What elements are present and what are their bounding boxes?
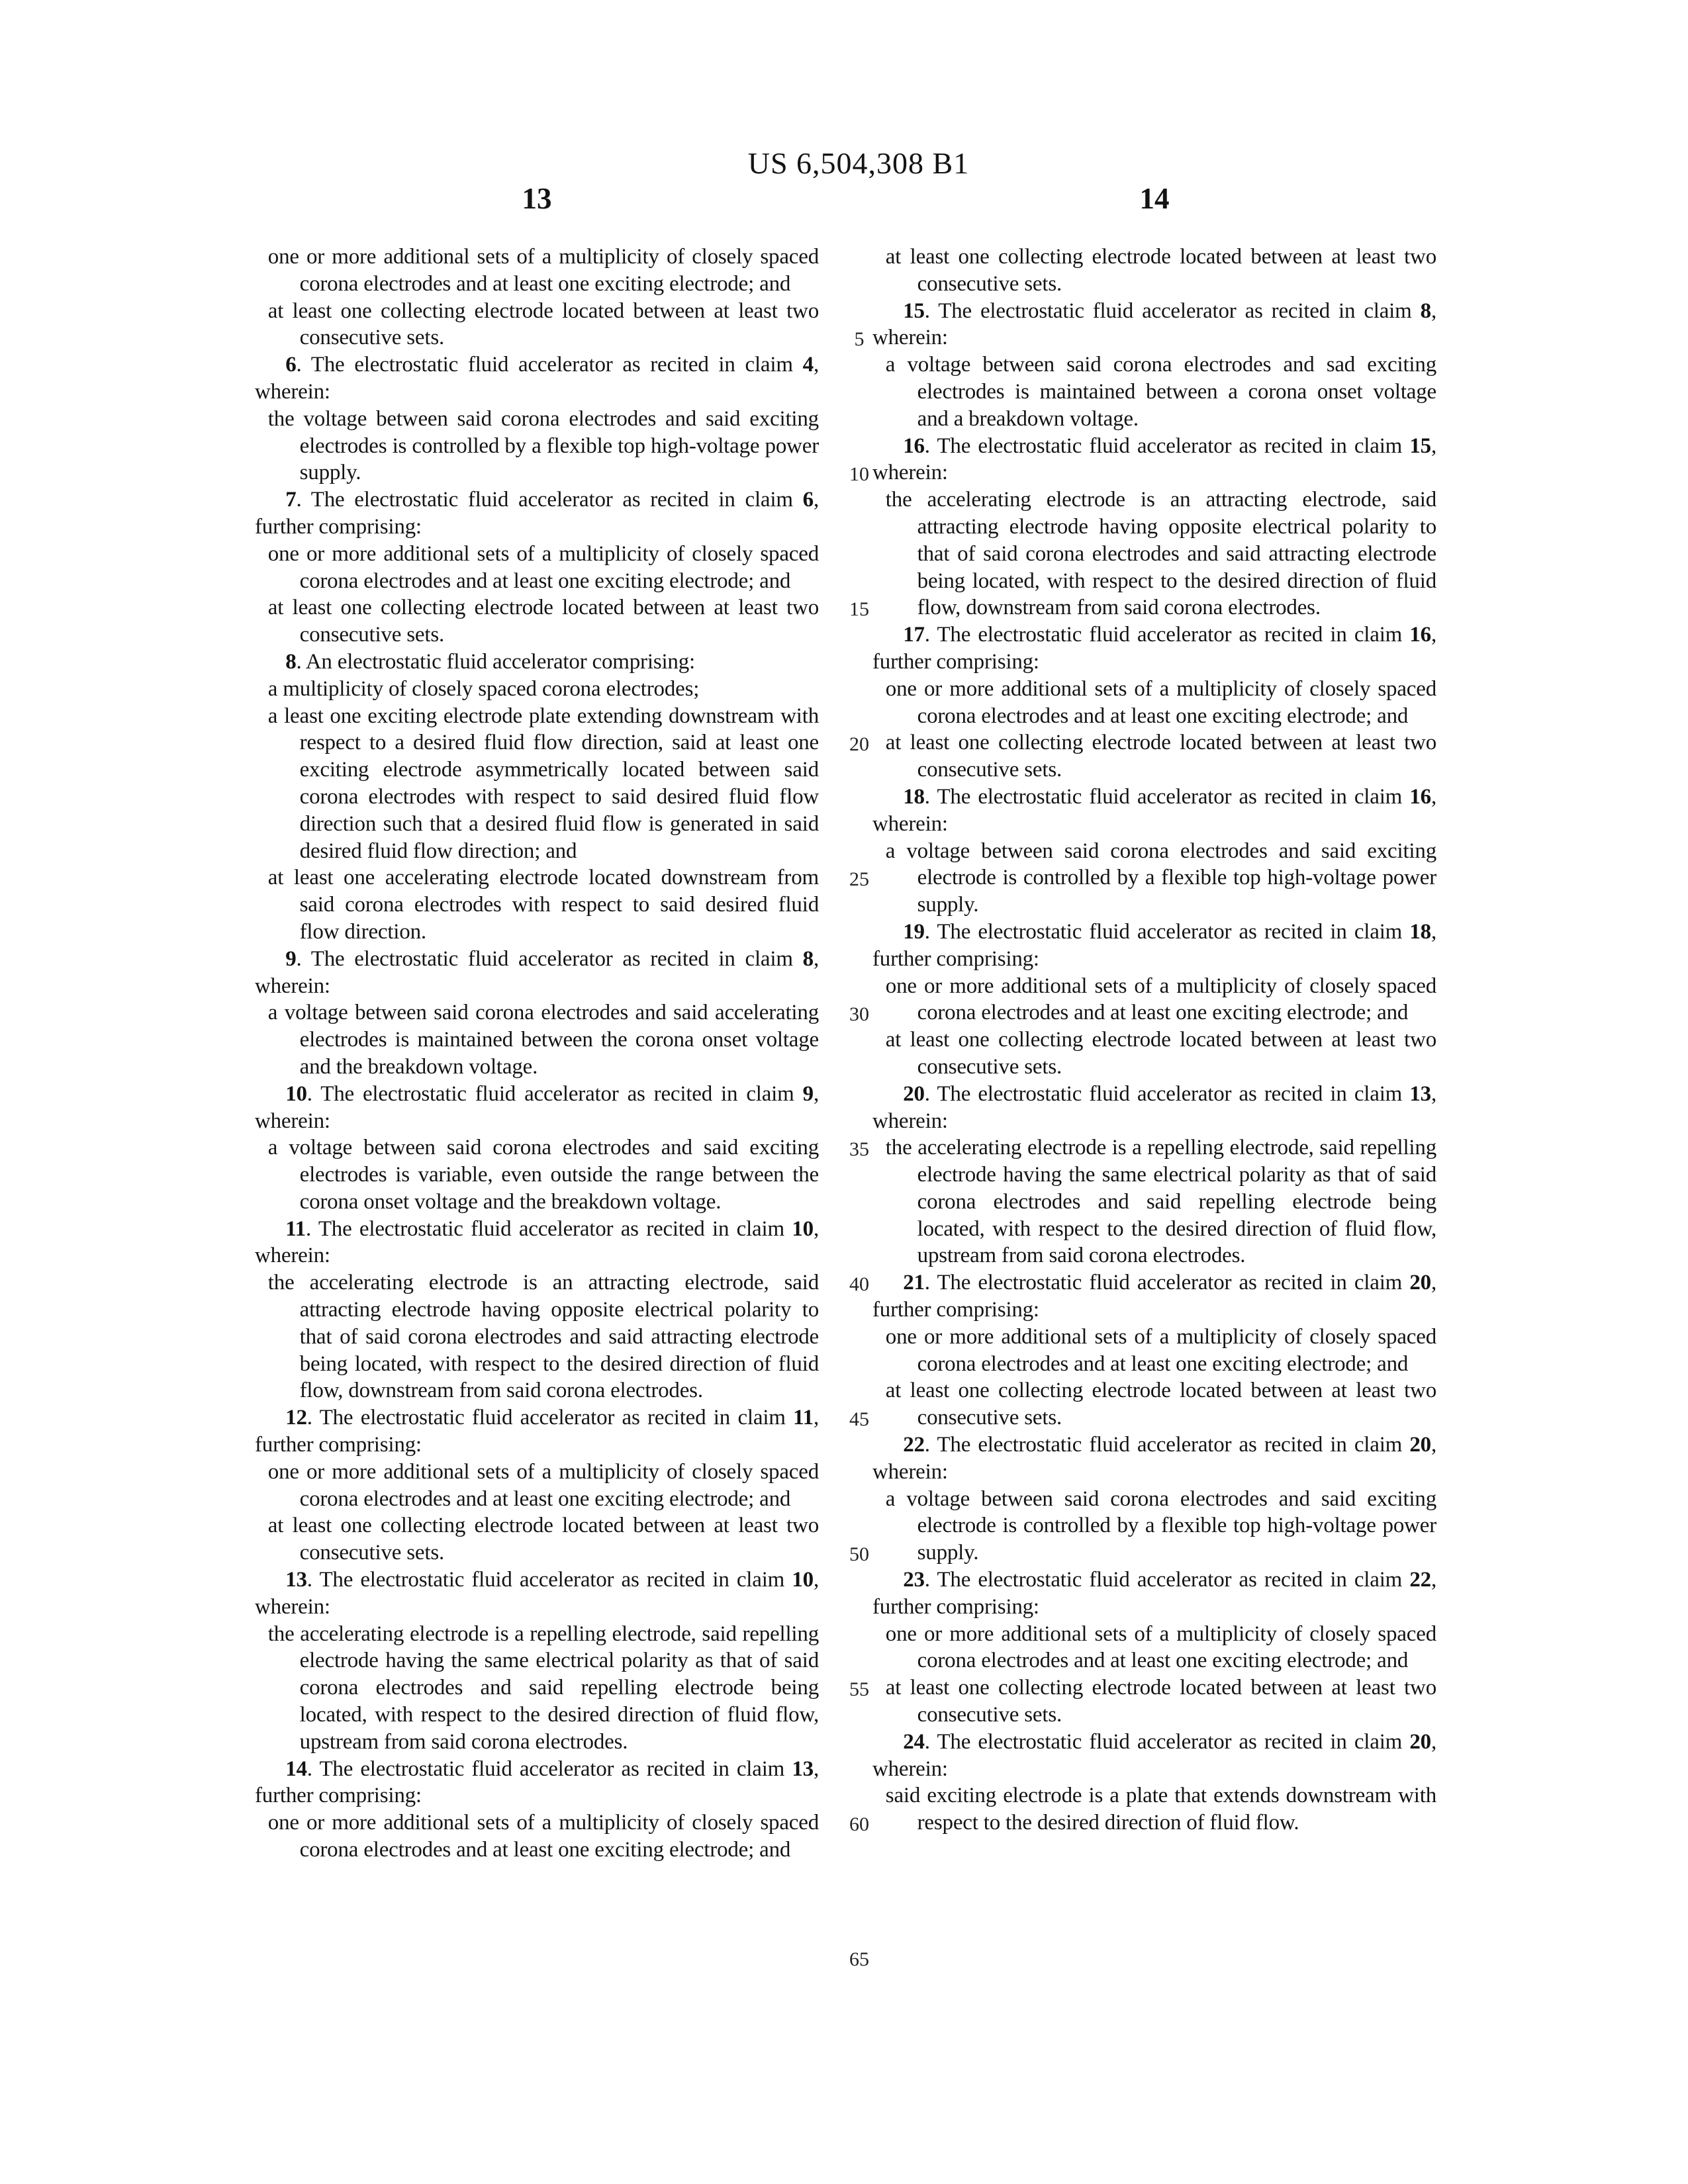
claim-clause: a voltage between said corona electrodes and said exciting electrodes is variable, even outside the range between the corona onset voltage and the breakdown voltage. bbox=[267, 1136, 819, 1214]
claim-clause: one or more additional sets of a multiplicity of closely spaced corona electrodes and at least one exciting electrode; and bbox=[885, 676, 1436, 728]
line-number: 10 bbox=[849, 463, 869, 485]
claims-column-right bbox=[872, 244, 1436, 1837]
line-number: 30 bbox=[849, 1003, 869, 1025]
claim-clause: at least one collecting electrode located between at least two consecutive sets. bbox=[885, 245, 1436, 296]
claim-clause: a multiplicity of closely spaced corona electrodes; bbox=[267, 676, 700, 701]
line-number: 35 bbox=[849, 1138, 869, 1160]
claim-intro: 13. The electrostatic fluid accelerator as recited in claim 10, wherein: bbox=[255, 1568, 819, 1619]
claim-clause: one or more additional sets of a multiplicity of closely spaced corona electrodes and at least one exciting electrode; and bbox=[885, 1621, 1436, 1673]
claim-intro: 19. The electrostatic fluid accelerator as recited in claim 18, further comprising: bbox=[872, 919, 1436, 971]
claim-clause: at least one collecting electrode located between at least two consecutive sets. bbox=[267, 596, 819, 647]
claim-clause: at least one collecting electrode located between at least two consecutive sets. bbox=[885, 1676, 1436, 1727]
column-number-left: 13 bbox=[522, 182, 552, 215]
line-number: 55 bbox=[849, 1678, 869, 1700]
claim-clause: one or more additional sets of a multiplicity of closely spaced corona electrodes and at least one exciting electrode; and bbox=[267, 541, 819, 593]
claim-clause: at least one collecting electrode located between at least two consecutive sets. bbox=[267, 1514, 819, 1565]
claim-clause: at least one collecting electrode located between at least two consecutive sets. bbox=[267, 298, 819, 350]
claim-clause: a voltage between said corona electrodes and said accelerating electrodes is maintained between the corona onset voltage and the breakdown voltage. bbox=[267, 1001, 819, 1079]
claim-intro: 21. The electrostatic fluid accelerator as recited in claim 20, further comprising: bbox=[872, 1271, 1436, 1322]
claim-clause: one or more additional sets of a multiplicity of closely spaced corona electrodes and at least one exciting electrode; and bbox=[885, 1324, 1436, 1376]
claim-intro: 18. The electrostatic fluid accelerator as recited in claim 16, wherein: bbox=[872, 784, 1436, 836]
claim-clause: at least one accelerating electrode located downstream from said corona electrodes with respect to said desired fluid flow direction. bbox=[267, 866, 819, 944]
column-number-right: 14 bbox=[1139, 182, 1170, 215]
claim-clause: one or more additional sets of a multiplicity of closely spaced corona electrodes and at least one exciting electrode; and bbox=[267, 1811, 819, 1862]
claim-clause: a voltage between said corona electrodes and sad exciting electrodes is maintained between a corona onset voltage and a breakdown voltage. bbox=[885, 353, 1436, 431]
claim-intro: 10. The electrostatic fluid accelerator as recited in claim 9, wherein: bbox=[255, 1081, 819, 1133]
line-number: 40 bbox=[849, 1273, 869, 1295]
claim-intro: 20. The electrostatic fluid accelerator as recited in claim 13, wherein: bbox=[872, 1081, 1436, 1133]
claim-intro: 14. The electrostatic fluid accelerator as recited in claim 13, further comprising: bbox=[255, 1756, 819, 1808]
claim-clause: at least one collecting electrode located between at least two consecutive sets. bbox=[885, 731, 1436, 782]
line-number: 60 bbox=[849, 1813, 869, 1835]
claim-intro: 12. The electrostatic fluid accelerator as recited in claim 11, further comprising: bbox=[255, 1406, 819, 1457]
claim-intro: 17. The electrostatic fluid accelerator as recited in claim 16, further comprising: bbox=[872, 623, 1436, 674]
claim-intro: 9. The electrostatic fluid accelerator as recited in claim 8, wherein: bbox=[255, 946, 819, 998]
claim-intro: 23. The electrostatic fluid accelerator as recited in claim 22, further comprising: bbox=[872, 1568, 1436, 1619]
claim-clause: the voltage between said corona electrodes and said exciting electrodes is controlled by a flexible top high-voltage power supply. bbox=[267, 406, 819, 485]
claim-clause: a voltage between said corona electrodes and said exciting electrode is controlled by a flexible top high-voltage power supply. bbox=[885, 839, 1436, 917]
claim-clause: at least one collecting electrode located between at least two consecutive sets. bbox=[885, 1028, 1436, 1079]
line-number: 65 bbox=[849, 1948, 869, 1970]
claim-clause: the accelerating electrode is a repelling electrode, said repelling electrode having the same electrical polarity as that of said corona electrodes and said repelling electrode being located, with respect to the desired direction of fluid flow, upstream from said corona electrodes. bbox=[267, 1621, 819, 1754]
claim-intro: 22. The electrostatic fluid accelerator as recited in claim 20, wherein: bbox=[872, 1433, 1436, 1484]
claim-intro: 24. The electrostatic fluid accelerator as recited in claim 20, wherein: bbox=[872, 1729, 1436, 1781]
claims-column-left bbox=[255, 244, 819, 1864]
claim-clause: the accelerating electrode is an attracting electrode, said attracting electrode having opposite electrical polarity to that of said corona electrodes and said attracting electrode being located, with respect to the desired direction of fluid flow, downstream from said corona electrodes. bbox=[885, 488, 1436, 620]
claim-intro: 16. The electrostatic fluid accelerator as recited in claim 15, wherein: bbox=[872, 433, 1436, 485]
claim-clause: one or more additional sets of a multiplicity of closely spaced corona electrodes and at least one exciting electrode; and bbox=[267, 245, 819, 296]
line-number: 5 bbox=[854, 328, 865, 350]
claim-clause: at least one collecting electrode located between at least two consecutive sets. bbox=[885, 1379, 1436, 1430]
claim-clause: one or more additional sets of a multiplicity of closely spaced corona electrodes and at least one exciting electrode; and bbox=[885, 974, 1436, 1025]
line-number: 50 bbox=[849, 1543, 869, 1565]
patent-number-header: US 6,504,308 B1 bbox=[747, 146, 970, 180]
claim-intro: 7. The electrostatic fluid accelerator as recited in claim 6, further comprising: bbox=[255, 488, 819, 539]
claim-clause: the accelerating electrode is an attracting electrode, said attracting electrode having opposite electrical polarity to that of said corona electrodes and said attracting electrode being located, with respect to the desired direction of fluid flow, downstream from said corona electrodes. bbox=[267, 1271, 819, 1403]
line-number: 15 bbox=[849, 598, 869, 620]
claim-clause: the accelerating electrode is a repelling electrode, said repelling electrode having the same electrical polarity as that of said corona electrodes and said repelling electrode being located, with respect to the desired direction of fluid flow, upstream from said corona electrodes. bbox=[885, 1136, 1436, 1268]
claim-clause: said exciting electrode is a plate that extends downstream with respect to the desired direction of fluid flow. bbox=[885, 1784, 1436, 1835]
claim-intro: 11. The electrostatic fluid accelerator as recited in claim 10, wherein: bbox=[255, 1216, 819, 1268]
line-number: 20 bbox=[849, 733, 869, 755]
claim-clause: a voltage between said corona electrodes and said exciting electrode is controlled by a flexible top high-voltage power supply. bbox=[885, 1486, 1436, 1565]
claim-clause: a least one exciting electrode plate extending downstream with respect to a desired fluid flow direction, said at least one exciting electrode asymmetrically located between said corona electrodes with respect to said desired fluid flow direction such that a desired fluid flow is generated in said desired fluid flow direction; and bbox=[267, 704, 819, 863]
line-number: 45 bbox=[849, 1408, 869, 1430]
claim-clause: one or more additional sets of a multiplicity of closely spaced corona electrodes and at least one exciting electrode; and bbox=[267, 1459, 819, 1511]
line-number: 25 bbox=[849, 868, 869, 890]
claim-intro: 8. An electrostatic fluid accelerator comprising: bbox=[285, 649, 695, 674]
claim-intro: 6. The electrostatic fluid accelerator as recited in claim 4, wherein: bbox=[255, 353, 819, 404]
claim-intro: 15. The electrostatic fluid accelerator as recited in claim 8, wherein: bbox=[872, 298, 1436, 350]
